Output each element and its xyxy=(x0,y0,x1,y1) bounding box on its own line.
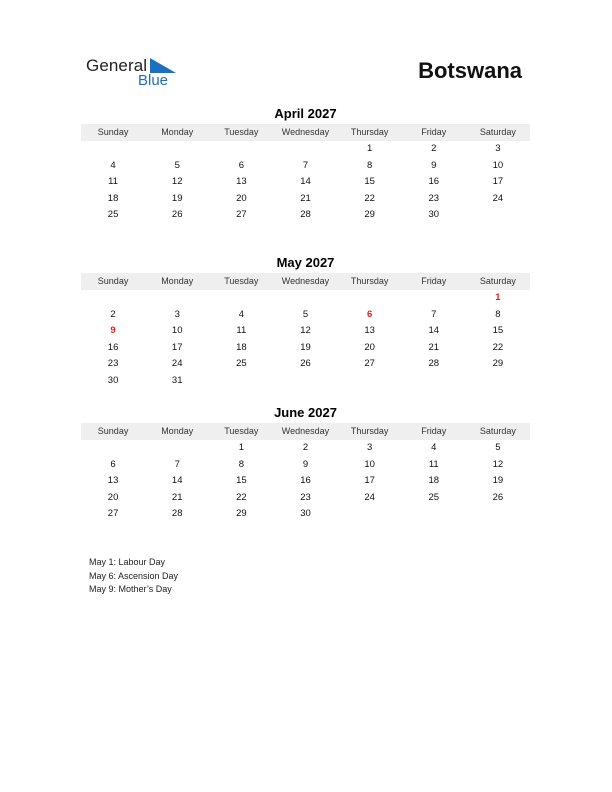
empty-day-cell xyxy=(209,141,273,158)
logo-triangle-icon xyxy=(150,58,176,73)
month-title: May 2027 xyxy=(276,255,335,270)
day-cell: 9 xyxy=(110,325,116,336)
weekday-header: Wednesday xyxy=(281,276,330,286)
day-cell: 17 xyxy=(171,341,183,353)
weekday-header: Monday xyxy=(161,426,194,436)
week-row xyxy=(81,440,530,457)
weekday-header: Friday xyxy=(421,276,447,286)
day-cell: 14 xyxy=(300,176,311,187)
day-cell: 29 xyxy=(364,209,375,220)
day-cell: 15 xyxy=(492,325,504,336)
day-cell: 6 xyxy=(366,308,373,320)
day-cell: 3 xyxy=(366,442,373,453)
day-cell: 9 xyxy=(431,159,437,171)
day-cell: 1 xyxy=(238,442,244,453)
day-cell: 1 xyxy=(366,143,373,154)
day-cell: 8 xyxy=(366,159,373,171)
weekday-header: Saturday xyxy=(479,426,516,436)
week-row xyxy=(81,340,530,357)
day-cell: 12 xyxy=(300,325,311,336)
day-cell: 15 xyxy=(364,176,375,187)
day-cell: 18 xyxy=(107,192,119,204)
day-cell: 9 xyxy=(302,458,309,470)
weekday-header: Wednesday xyxy=(281,127,330,137)
weekday-header: Sunday xyxy=(97,426,129,436)
day-cell: 10 xyxy=(171,325,183,336)
day-cell: 13 xyxy=(107,475,119,486)
weekday-header: Saturday xyxy=(479,127,516,137)
day-cell: 29 xyxy=(236,508,247,519)
day-cell: 22 xyxy=(492,341,504,353)
empty-day-cell xyxy=(466,373,530,390)
week-row xyxy=(81,174,530,191)
holiday-item: May 9: Mother’s Day xyxy=(89,584,172,594)
day-cell: 27 xyxy=(107,508,119,519)
day-cell: 6 xyxy=(238,159,244,171)
empty-day-cell xyxy=(145,290,209,307)
empty-day-cell xyxy=(402,373,466,390)
month-april xyxy=(81,106,530,224)
day-cell: 23 xyxy=(428,192,440,204)
day-cell: 19 xyxy=(492,475,504,486)
day-cell: 16 xyxy=(428,176,440,187)
empty-day-cell xyxy=(273,141,337,158)
empty-day-cell xyxy=(338,290,402,307)
weekday-header: Monday xyxy=(161,127,194,137)
day-cell: 22 xyxy=(364,192,375,204)
weekday-header: Sunday xyxy=(97,276,129,286)
day-cell: 7 xyxy=(302,159,309,171)
month-title: April 2027 xyxy=(274,106,337,121)
day-cell: 3 xyxy=(174,308,180,320)
week-row xyxy=(81,356,530,373)
day-cell: 21 xyxy=(300,192,311,204)
day-cell: 5 xyxy=(495,442,501,453)
empty-day-cell xyxy=(466,207,530,224)
weekday-header: Thursday xyxy=(350,426,389,436)
weekday-header: Sunday xyxy=(97,127,129,137)
day-cell: 28 xyxy=(300,209,311,220)
week-row xyxy=(81,373,530,390)
week-row xyxy=(81,158,530,175)
day-cell: 24 xyxy=(492,192,504,204)
day-cell: 17 xyxy=(364,475,375,486)
weekday-header: Tuesday xyxy=(224,426,259,436)
logo-text-blue: Blue xyxy=(138,72,169,89)
day-cell: 21 xyxy=(428,341,440,353)
day-cell: 14 xyxy=(171,475,183,486)
day-cell: 4 xyxy=(110,159,116,171)
empty-day-cell xyxy=(338,506,402,523)
day-cell: 7 xyxy=(174,458,180,470)
weekday-header: Friday xyxy=(421,426,447,436)
week-row xyxy=(81,207,530,224)
day-cell: 17 xyxy=(492,176,504,187)
day-cell: 18 xyxy=(428,475,440,486)
empty-day-cell xyxy=(209,373,273,390)
day-cell: 6 xyxy=(110,458,116,470)
day-cell: 12 xyxy=(492,458,504,470)
day-cell: 19 xyxy=(300,341,311,353)
week-row xyxy=(81,290,530,307)
week-row xyxy=(81,457,530,474)
day-cell: 11 xyxy=(108,176,118,187)
day-cell: 21 xyxy=(171,491,183,503)
day-cell: 15 xyxy=(236,475,247,486)
day-cell: 20 xyxy=(107,491,119,503)
empty-day-cell xyxy=(209,290,273,307)
day-cell: 26 xyxy=(492,491,504,503)
country-title: Botswana xyxy=(418,58,522,83)
weekday-header: Thursday xyxy=(350,276,389,286)
day-cell: 22 xyxy=(236,491,247,503)
empty-day-cell xyxy=(338,373,402,390)
day-cell: 27 xyxy=(364,358,375,369)
weekday-header: Friday xyxy=(421,127,447,137)
day-cell: 26 xyxy=(171,209,183,220)
empty-day-cell xyxy=(81,290,145,307)
day-cell: 2 xyxy=(431,143,437,154)
day-cell: 29 xyxy=(492,358,504,369)
empty-day-cell xyxy=(145,440,209,457)
weekday-header-row xyxy=(81,124,530,141)
weekday-header: Wednesday xyxy=(281,426,330,436)
day-cell: 11 xyxy=(428,458,439,470)
day-cell: 18 xyxy=(236,341,247,353)
day-cell: 13 xyxy=(364,325,375,336)
week-row xyxy=(81,141,530,158)
day-cell: 8 xyxy=(495,308,501,320)
holiday-item: May 1: Labour Day xyxy=(89,557,166,567)
day-cell: 30 xyxy=(428,209,440,220)
weekday-header: Tuesday xyxy=(224,127,259,137)
week-row xyxy=(81,506,530,523)
generalblue-logo xyxy=(86,56,186,92)
empty-day-cell xyxy=(402,506,466,523)
day-cell: 11 xyxy=(236,325,247,336)
day-cell: 28 xyxy=(428,358,440,369)
weekday-header: Thursday xyxy=(350,127,389,137)
empty-day-cell xyxy=(81,141,145,158)
day-cell: 2 xyxy=(302,442,309,453)
day-cell: 27 xyxy=(236,209,247,220)
day-cell: 30 xyxy=(107,374,119,386)
day-cell: 3 xyxy=(495,143,501,154)
day-cell: 14 xyxy=(428,325,440,336)
weekday-header: Monday xyxy=(161,276,194,286)
day-cell: 13 xyxy=(236,176,247,187)
week-row xyxy=(81,323,530,340)
day-cell: 23 xyxy=(107,358,119,369)
holiday-item: May 6: Ascension Day xyxy=(89,570,179,581)
empty-day-cell xyxy=(402,290,466,307)
day-cell: 1 xyxy=(495,292,501,303)
logo-text-general: General xyxy=(86,56,148,75)
weekday-header-row xyxy=(81,423,530,440)
empty-day-cell xyxy=(466,506,530,523)
week-row xyxy=(81,191,530,208)
day-cell: 20 xyxy=(364,341,375,353)
weekday-header: Saturday xyxy=(479,276,516,286)
day-cell: 16 xyxy=(107,341,119,353)
empty-day-cell xyxy=(145,141,209,158)
day-cell: 28 xyxy=(171,508,183,519)
day-cell: 26 xyxy=(300,358,311,369)
day-cell: 20 xyxy=(236,192,247,204)
day-cell: 4 xyxy=(431,442,437,453)
day-cell: 24 xyxy=(364,491,375,503)
week-row xyxy=(81,490,530,507)
day-cell: 16 xyxy=(300,475,311,486)
week-row xyxy=(81,307,530,324)
day-cell: 10 xyxy=(492,159,504,171)
month-june xyxy=(81,405,530,523)
day-cell: 25 xyxy=(107,209,119,220)
day-cell: 8 xyxy=(238,458,244,470)
day-cell: 5 xyxy=(302,308,309,320)
day-cell: 5 xyxy=(174,159,180,171)
day-cell: 4 xyxy=(238,308,244,320)
empty-day-cell xyxy=(81,440,145,457)
day-cell: 2 xyxy=(110,308,116,320)
weekday-header: Tuesday xyxy=(224,276,259,286)
weekday-header-row xyxy=(81,273,530,290)
day-cell: 25 xyxy=(428,491,440,503)
day-cell: 30 xyxy=(300,508,311,519)
day-cell: 10 xyxy=(364,458,375,470)
week-row xyxy=(81,473,530,490)
holiday-list xyxy=(89,556,178,597)
day-cell: 23 xyxy=(300,491,311,503)
empty-day-cell xyxy=(273,373,337,390)
month-title: June 2027 xyxy=(274,405,337,420)
day-cell: 24 xyxy=(171,358,183,369)
day-cell: 25 xyxy=(236,358,247,369)
day-cell: 7 xyxy=(431,308,437,320)
day-cell: 12 xyxy=(171,176,183,187)
day-cell: 19 xyxy=(171,192,183,204)
day-cell: 31 xyxy=(171,374,183,386)
empty-day-cell xyxy=(273,290,337,307)
month-may xyxy=(81,255,530,389)
